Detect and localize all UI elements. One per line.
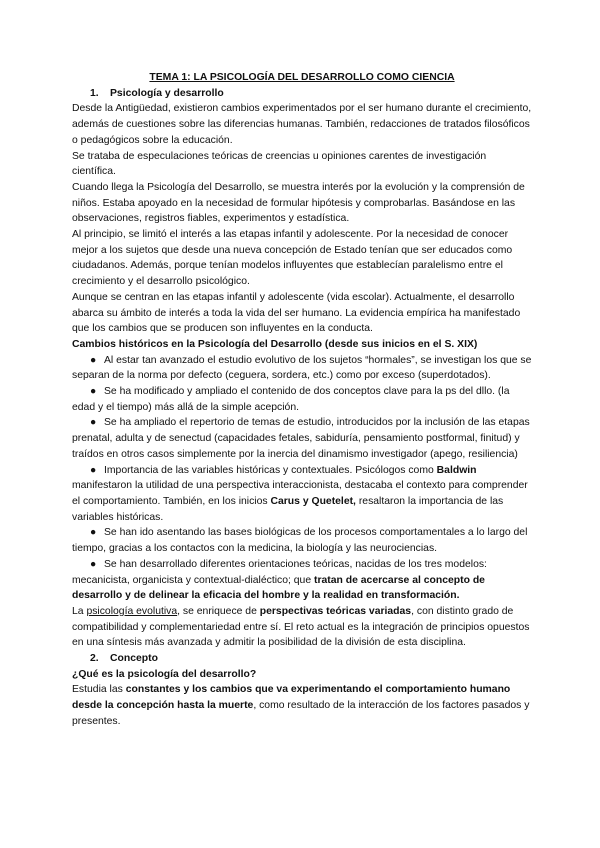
paragraph-text: , como resultado de la interacción de los factores pasados y presentes. — [72, 700, 530, 727]
list-item-text: Se ha ampliado el repertorio de temas de estudio, introducidos por la inclusión de las etapas prenatal, adulta y de senectud (capacidades fetales, sabiduría, pensamiento postformal, finitud) y traídos en otros casos simplemente por la inercia del dinamismo investigador (apego, resiliencia) — [72, 417, 530, 460]
section-2-title: Concepto — [110, 653, 158, 665]
list-item — [72, 384, 532, 415]
list-item — [72, 353, 532, 384]
cambios-heading: Cambios históricos en la Psicología del Desarrollo (desde sus inicios en el S. XIX) — [72, 338, 478, 350]
section-1-number: 1. — [90, 87, 99, 99]
bullet-icon: ● — [90, 527, 97, 539]
list-item-bold: Carus y Quetelet, — [270, 495, 356, 507]
list-item — [72, 557, 532, 604]
paragraph-5: Aunque se centran en las etapas infantil y adolescente (vida escolar). Actualmente, el desarrollo abarca su ámbito de interés a toda la vida del ser humano. La evidencia empírica ha manifestado que los cambios que se producen son influyentes en la conducta. — [72, 291, 521, 335]
section-2-number: 2. — [90, 653, 99, 665]
paragraph-2: Se trataba de especulaciones teóricas de creencias u opiniones carentes de investigación científica. — [72, 150, 487, 178]
bold-term: perspectivas teóricas variadas — [259, 605, 412, 617]
list-item-text: manifestaron la utilidad de una perspectiva interaccionista, destacaba el contexto para comprender el comportamiento. También, en los inicios — [72, 480, 528, 507]
document-title: TEMA 1: LA PSICOLOGÍA DEL DESARROLLO COMO CIENCIA — [149, 72, 455, 83]
list-item-text: Se han desarrollado diferentes orientaciones teóricas, nacidas de los tres modelos: mecanicista, organicista y contextual-dialéctico; que — [72, 558, 487, 586]
paragraph-7 — [72, 682, 532, 729]
paragraph-3: Cuando llega la Psicología del Desarrollo, se muestra interés por la evolución y la comprensión de niños. Estaba apoyado en la necesidad de formular hipótesis y comprobarlas. Basándose en las observaciones, registros fiables, experimentos y estadística. — [72, 181, 525, 225]
paragraph-4: Al principio, se limitó el interés a las etapas infantil y adolescente. Por la necesidad de conocer mejor a los sujetos que desde una nueva concepción de Estado tenían que ser educados como ciudadanos. Además, porque tenían modelos influyentes que establecían paralelismo entre el crecimiento y el desarrollo psicológico. — [72, 229, 513, 288]
paragraph-text: , con distinto grado de compatibilidad y complementariedad entre sí. El reto actual es la integración de principios opuestos en una síntesis más avanzada y admitir la posibilidad de la división de esta disciplina. — [72, 605, 530, 649]
bold-term: constantes y los cambios que va experimentando el comportamiento humano desde la concepción hasta la muerte — [72, 684, 511, 712]
bullet-icon: ● — [90, 386, 97, 398]
underlined-term: psicología evolutiva — [86, 605, 178, 617]
list-item-text: resaltaron la importancia de las variables históricas. — [72, 495, 504, 523]
list-item — [72, 463, 532, 526]
list-item-bold: tratan de acercarse al concepto de desarrollo y de delinear la eficacia del hombre y la realidad en transformación. — [72, 574, 485, 602]
paragraph-text: Estudia las — [72, 684, 126, 696]
bullet-icon: ● — [90, 558, 97, 570]
list-item-text: Se han ido asentando las bases biológicas de los procesos comportamentales a lo largo del tiempo, gracias a los contactos con la medicina, la biología y las neurociencias. — [72, 527, 528, 555]
list-item-text: Al estar tan avanzado el estudio evolutivo de los sujetos “hormales”, se investigan los que se separan de la norma por defecto (ceguera, sordera, etc.) como por exceso (superdotados). — [72, 354, 532, 382]
list-item — [72, 415, 532, 462]
section-1-title: Psicología y desarrollo — [110, 87, 224, 99]
question-heading: ¿Qué es la psicología del desarrollo? — [72, 668, 257, 680]
document-page — [72, 70, 532, 730]
list-item-text: Se ha modificado y ampliado el contenido de dos conceptos clave para la ps del dllo. (la edad y el tiempo) más allá de la simple acepción. — [72, 386, 510, 413]
paragraph-text: , se enriquece de — [177, 605, 260, 617]
section-1-heading — [72, 86, 532, 102]
list-item-text: Importancia de las variables históricas y contextuales. Psicólogos como — [104, 464, 437, 476]
bullet-icon: ● — [90, 464, 97, 476]
list-item-bold: Baldwin — [436, 464, 477, 476]
paragraph-6 — [72, 604, 532, 651]
bullet-icon: ● — [90, 417, 97, 429]
paragraph-text: La — [72, 605, 87, 617]
bullet-icon: ● — [90, 354, 97, 366]
list-item — [72, 525, 532, 556]
section-2-heading — [72, 651, 532, 667]
paragraph-1: Desde la Antigüedad, existieron cambios experimentados por el ser humano durante el crecimiento, además de cuestiones sobre las diferencias humanas. También, redacciones de tratados filosóficos o pedagógicos sobre la educación. — [72, 103, 532, 146]
